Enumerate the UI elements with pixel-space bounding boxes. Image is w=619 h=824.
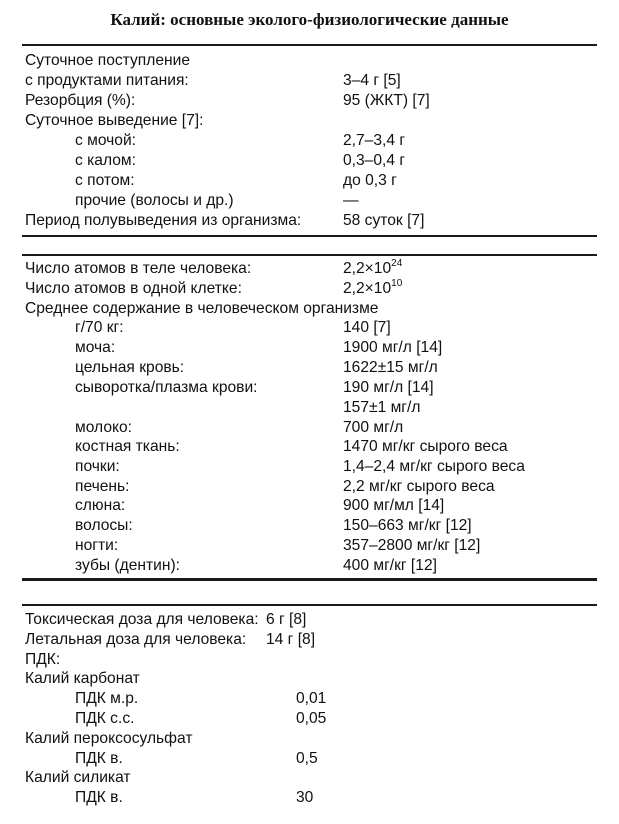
content-item-label: волосы: [75, 517, 133, 534]
compound-name: Калий карбонат [25, 670, 140, 687]
resorption-label: Резорбция (%): [25, 92, 136, 109]
atoms-cell-exponent: 10 [391, 278, 403, 289]
limit-value: 0,5 [296, 750, 318, 767]
with-food-value: 3–4 г [5] [343, 72, 401, 89]
content-item-label: сыворотка/плазма крови: [75, 379, 258, 396]
atoms-body-base: 2,2×10 [343, 260, 392, 277]
content-item-label: костная ткань: [75, 438, 180, 455]
section-divider [22, 578, 597, 581]
limit-label: ПДК в. [75, 750, 123, 767]
content-item-label: печень: [75, 478, 130, 495]
excretion-item-label: с потом: [75, 172, 135, 189]
atoms-cell-base: 2,2×10 [343, 280, 392, 297]
excretion-item-label: с калом: [75, 152, 136, 169]
content-item-label: молоко: [75, 419, 132, 436]
content-item-value: 1470 мг/кг сырого веса [343, 438, 508, 455]
content-item-label: почки: [75, 458, 120, 475]
content-item-value: 1622±15 мг/л [343, 359, 438, 376]
atoms-cell-label: Число атомов в одной клетке: [25, 280, 242, 297]
excretion-item-label: с мочой: [75, 132, 137, 149]
section-divider [22, 235, 597, 237]
page-title: Калий: основные эколого-физиологические данные [110, 10, 509, 29]
toxic-dose-value: 6 г [8] [266, 611, 307, 628]
limit-value: 0,05 [296, 710, 327, 727]
lethal-dose-value: 14 г [8] [266, 631, 316, 648]
atoms-body-label: Число атомов в теле человека: [25, 260, 252, 277]
atoms-body-value [343, 259, 402, 279]
content-item-value: 150–663 мг/кг [12] [343, 517, 472, 534]
half-life-value: 58 суток [7] [343, 212, 425, 229]
content-item-value: 1900 мг/л [14] [343, 339, 443, 356]
lethal-dose-label: Летальная доза для человека: [25, 631, 247, 648]
content-item-label: слюна: [75, 497, 126, 514]
limit-value: 30 [296, 789, 314, 806]
with-food-label: с продуктами питания: [25, 72, 189, 89]
content-item-value: 190 мг/л [14] [343, 379, 434, 396]
content-item-label: цельная кровь: [75, 359, 185, 376]
section-divider [22, 604, 597, 606]
daily-intake-label: Суточное поступление [25, 52, 191, 69]
content-item-value: 1,4–2,4 мг/кг сырого веса [343, 458, 525, 475]
limit-label: ПДК м.р. [75, 690, 139, 707]
section-divider [22, 254, 597, 256]
content-item-value: 900 мг/мл [14] [343, 497, 445, 514]
content-item-value: 400 мг/кг [12] [343, 557, 437, 574]
content-item-label: г/70 кг: [75, 319, 124, 336]
content-item-label: моча: [75, 339, 116, 356]
limit-label: ПДК с.с. [75, 710, 135, 727]
resorption-value: 95 (ЖКТ) [7] [343, 92, 430, 109]
excretion-label: Суточное выведение [7]: [25, 112, 204, 129]
excretion-item-value: 0,3–0,4 г [343, 152, 406, 169]
compound-name: Калий пероксосульфат [25, 730, 193, 747]
content-item-value: 700 мг/л [343, 419, 404, 436]
limit-value: 0,01 [296, 690, 327, 707]
excretion-item-value: до 0,3 г [343, 172, 397, 189]
content-item-label: зубы (дентин): [75, 557, 180, 574]
content-item-value: 140 [7] [343, 319, 391, 336]
half-life-label: Период полувыведения из организма: [25, 212, 302, 229]
excretion-item-value: — [343, 192, 359, 209]
limit-label: ПДК в. [75, 789, 123, 806]
compound-name: Калий силикат [25, 769, 131, 786]
excretion-item-label: прочие (волосы и др.) [75, 192, 234, 209]
content-heading: Среднее содержание в человеческом организме [25, 300, 379, 317]
section-divider [22, 44, 597, 46]
excretion-item-value: 2,7–3,4 г [343, 132, 406, 149]
pdk-heading: ПДК: [25, 651, 61, 668]
content-item-value: 2,2 мг/кг сырого веса [343, 478, 495, 495]
content-item-value: 357–2800 мг/кг [12] [343, 537, 481, 554]
content-item-label: ногти: [75, 537, 119, 554]
atoms-cell-value [343, 279, 402, 299]
atoms-body-exponent: 24 [391, 258, 403, 269]
content-item-value: 157±1 мг/л [343, 399, 421, 416]
toxic-dose-label: Токсическая доза для человека: [25, 611, 259, 628]
